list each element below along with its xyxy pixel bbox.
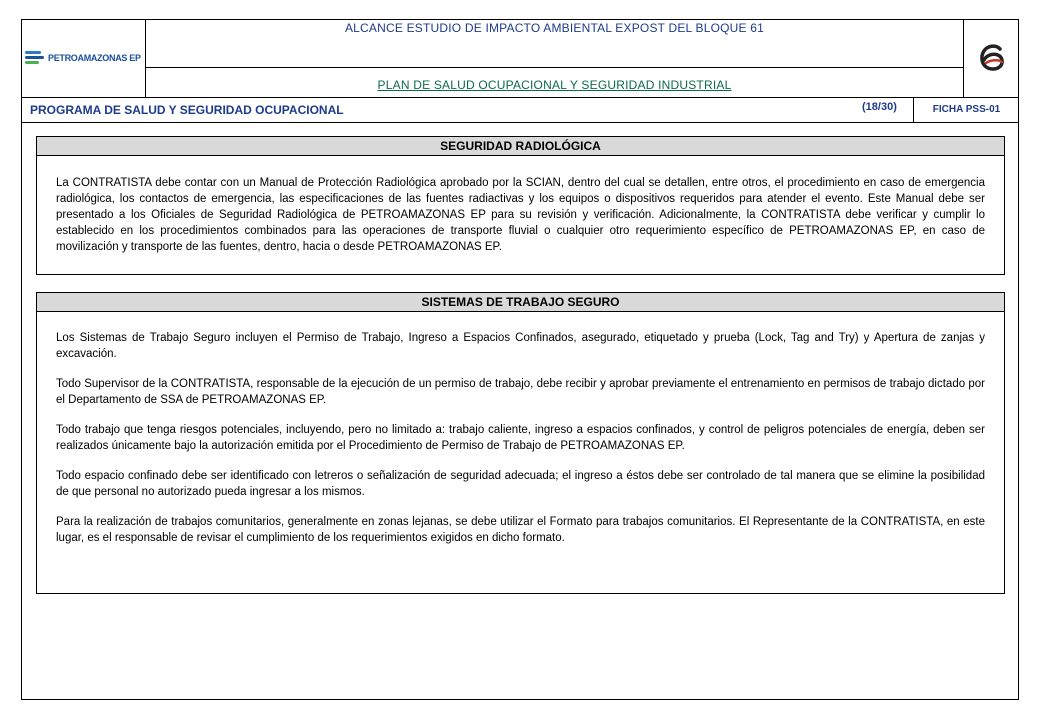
section-number-6-icon	[978, 43, 1006, 71]
logo-cell	[21, 19, 146, 97]
plan-title-cell	[146, 68, 963, 97]
paragraph: Todo espacio confinado debe ser identificado con letreros o señalización de seguridad adecuada; el ingreso a éstos debe ser controlado de tal manera que se elimine la posibilidad de que personal no autorizado pueda ingresar a los mismos.	[56, 470, 985, 498]
document-title-cell	[146, 19, 963, 68]
section-title: SEGURIDAD RADIOLÓGICA	[37, 137, 1004, 156]
logo-mark-icon	[25, 49, 45, 67]
paragraph: Los Sistemas de Trabajo Seguro incluyen el Permiso de Trabajo, Ingreso a Espacios Confinados, asegurado, etiquetado y prueba (Lock, Tag and Try) y Apertura de zanjas y excavación.	[56, 332, 985, 360]
logo-text: PETROAMAZONAS EP	[48, 53, 141, 63]
paragraph: Todo trabajo que tenga riesgos potenciales, incluyendo, pero no limitado a: trabajo caliente, ingreso a espacios confinados, y control de peligros potenciales de energía, deben ser realizados únicamente bajo la autorización emitida por el Procedimiento de Permiso de Trabajo de PETROAMAZONAS EP.	[56, 424, 985, 452]
paragraph: Todo Supervisor de la CONTRATISTA, responsable de la ejecución de un permiso de trabajo, debe recibir y aprobar previamente el entrenamiento en permisos de trabajo dictado por el Departamento de SSA de PETROAMAZONAS EP.	[56, 378, 985, 406]
section-body	[37, 156, 1004, 255]
section-number-cell	[963, 19, 1019, 97]
plan-title: PLAN DE SALUD OCUPACIONAL Y SEGURIDAD INDUSTRIAL	[377, 78, 732, 92]
ficha-cell	[913, 97, 1019, 123]
section-safe-work-systems	[36, 292, 1005, 594]
program-label: PROGRAMA DE SALUD Y SEGURIDAD OCUPACIONAL	[30, 103, 344, 117]
paragraph: La CONTRATISTA debe contar con un Manual de Protección Radiológica aprobado por la SCIAN, dentro del cual se detallen, entre otros, el procedimiento en caso de emergencia radiológica, los contactos de emergencia, las especificaciones de las fuentes radiactivas y los equipos o dispositivos requeridos para atender el evento. Este Manual debe ser presentado a los Oficiales de Seguridad Radiológica de PETROAMAZONAS EP para su revisión y verificación. Adicionalmente, la CONTRATISTA debe verificar y cumplir lo establecido en los procedimientos combinados para las operaciones de transporte fluvial o cualquier otro requerimiento específico de PETROAMAZONAS EP, en caso de movilización y transporte de las fuentes, dentro, hacia o desde PETROAMAZONAS EP.	[56, 177, 985, 253]
ficha-label: FICHA PSS-01	[932, 104, 1001, 115]
paragraph: Para la realización de trabajos comunitarios, generalmente en zonas lejanas, se debe utilizar el Formato para trabajos comunitarios. El Representante de la CONTRATISTA, en este lugar, es el responsable de revisar el cumplimiento de los requerimientos exigidos en dicho formato.	[56, 516, 985, 544]
document-title: ALCANCE ESTUDIO DE IMPACTO AMBIENTAL EXPOST DEL BLOQUE 61	[344, 21, 765, 35]
section-body	[37, 312, 1004, 546]
section-radiological-safety	[36, 136, 1005, 275]
section-title: SISTEMAS DE TRABAJO SEGURO	[37, 293, 1004, 312]
company-logo	[25, 49, 141, 67]
page-count: (18/30)	[862, 101, 897, 113]
